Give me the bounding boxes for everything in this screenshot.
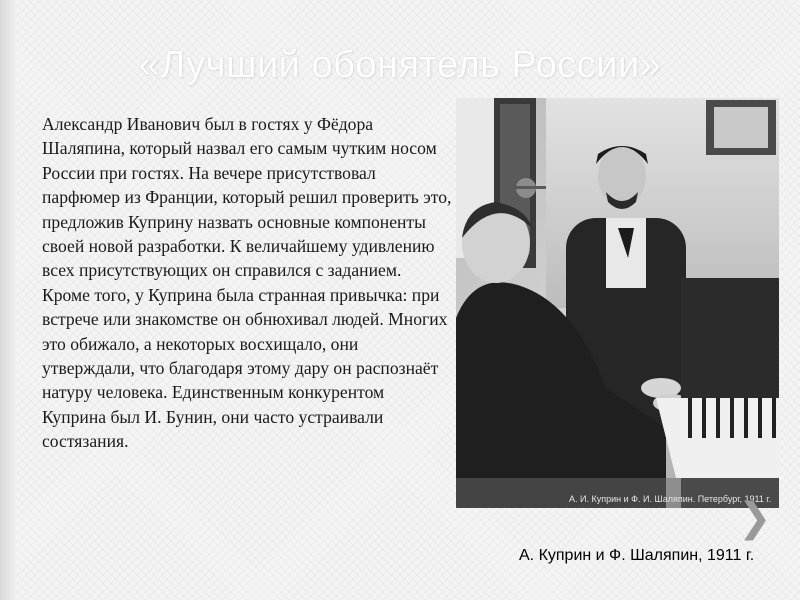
left-edge-stripe [0, 0, 16, 600]
photo-inscription: А. И. Куприн и Ф. И. Шаляпин. Петербург, 1911 г. [569, 494, 771, 504]
slide-title: «Лучший обонятель России» [138, 44, 662, 86]
chevron-right-icon[interactable]: ❯ [738, 495, 772, 541]
body-text: Александр Иванович был в гостях у Фёдора Шаляпина, который назвал его самым чутким носом России при гостях. На вечере присутствовал парфюмер из Франции, который решил проверить это, предложив Куприну назвать основные компоненты своей новой разработки. К величайшему удивлению всех присутствующих он справился с заданием. Кроме того, у Куприна была странная привычка: при встрече или знакомстве он обнюхивал людей. Многих это обижало, а некоторых восхищало, они утверждали, что благодаря этому дару он распознаёт натуру человека. Единственным конкурентом Куприна был И. Бунин, они часто устраивали состязания. [42, 114, 452, 452]
photo-caption: А. Куприн и Ф. Шаляпин, 1911 г. [519, 547, 755, 564]
historical-photo [456, 98, 779, 508]
